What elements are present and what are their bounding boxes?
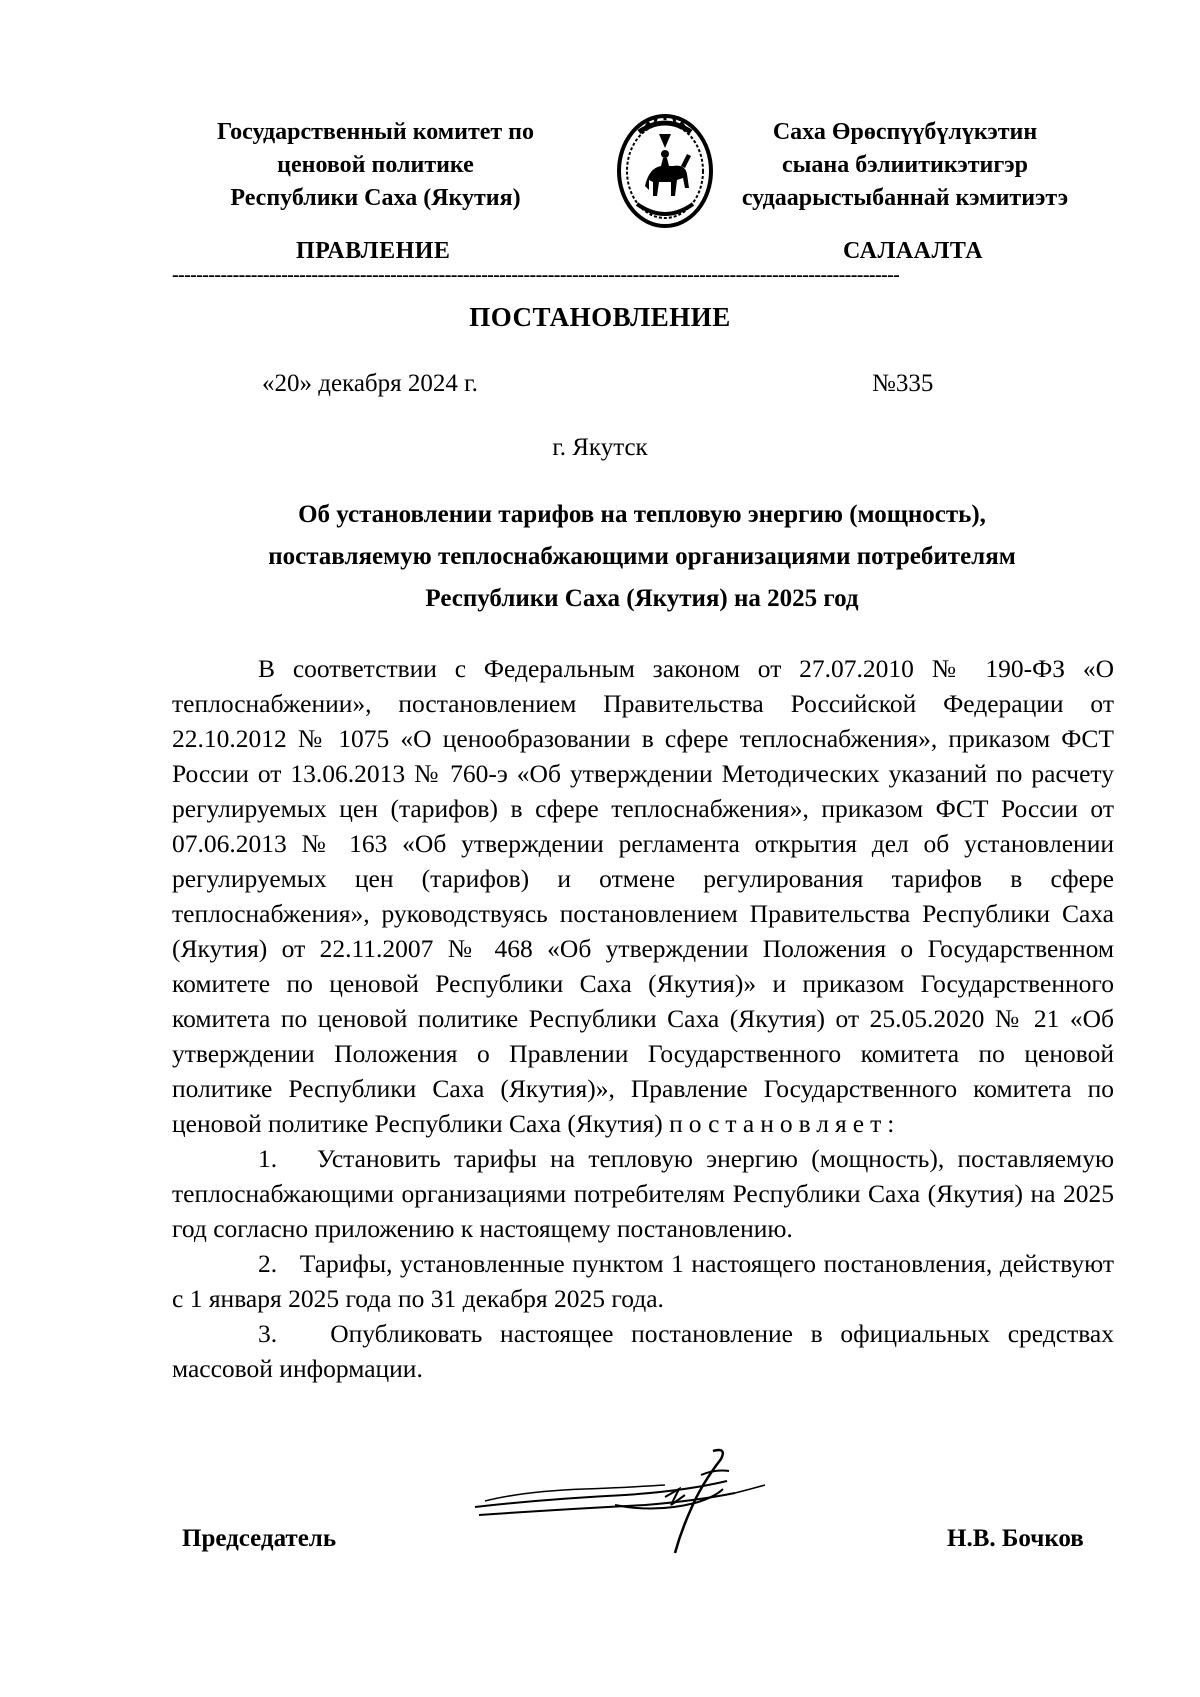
title-line: Об установлении тарифов на тепловую энергию (мощность), — [298, 501, 986, 528]
header-left-line: Государственный комитет по — [216, 119, 535, 145]
header-right-line: сыана бэлиитикэтигэр — [781, 152, 1028, 178]
header-right-org — [710, 116, 1100, 215]
title-line: поставляемую теплоснабжающими организациями потребителям — [268, 543, 1016, 570]
document-title — [172, 494, 1112, 620]
handwritten-signature — [465, 1445, 785, 1565]
document-body — [172, 651, 1114, 1386]
header-right-line: судаарыстыбаннай кэмитиэтэ — [741, 185, 1069, 211]
dashed-separator: ------------------------------------------------------------------------------------------------------------------------ — [172, 268, 900, 282]
document-city: г. Якутск — [552, 434, 648, 461]
resolution-item-3: 3. Опубликовать настоящее постановление в официальных средствах массовой информации. — [172, 1319, 1114, 1383]
header-left-line: ценовой политике — [277, 152, 474, 178]
header-right-line: Саха Өрөспүүбүлүкэтин — [772, 119, 1038, 145]
signatory-name: Н.В. Бочков — [947, 1525, 1084, 1552]
header-left-line: Республики Саха (Якутия) — [230, 185, 521, 211]
preamble-text: В соответствии с Федеральным законом от 27.07.2010 № 190-ФЗ «О теплоснабжении», постановлением Правительства Российской Федерации от 22.10.2012 № 1075 «О ценообразовании в сфере теплоснабжения», приказом ФСТ России от 13.06.2013 № 760-э «Об утверждении Методических указаний по расчету регулируемых цен (тарифов) в сфере теплоснабжения», приказом ФСТ России от 07.06.2013 № 163 «Об утверждении регламента открытия дел об установлении регулируемых цен (тарифов) и отмене регулирования тарифов в сфере теплоснабжения», руководствуясь постановлением Правительства Республики Саха (Якутия) от 22.11.2007 № 468 «Об утверждении Положения о Государственном комитете по ценовой Республики Саха (Якутия)» и приказом Государственного комитета по ценовой политике Республики Саха (Якутия) от 25.05.2020 № 21 «Об утверждении Положения о Правлении Государственного комитета по ценовой политике Республики Саха (Якутия)», Правление Государственного комитета по ценовой политике Республики Саха (Якутия) — [172, 654, 1114, 1138]
preamble-paragraph — [172, 651, 1114, 1141]
resolution-item-1: 1. Установить тарифы на тепловую энергию (мощность), поставляемую теплоснабжающими организациями потребителям Республики Саха (Якутия) на 2025 год согласно приложению к настоящему постановлению. — [172, 1144, 1114, 1243]
resolves-word: постановляет: — [669, 1109, 901, 1138]
document-date: «20» декабря 2024 г. — [262, 370, 478, 397]
title-line: Республики Саха (Якутия) на 2025 год — [425, 585, 859, 612]
header-left-org — [178, 116, 573, 215]
resolution-item-2: 2. Тарифы, установленные пунктом 1 настоящего постановления, действуют с 1 января 2025 года по 31 декабря 2025 года. — [172, 1249, 1114, 1313]
sakha-coat-of-arms-icon — [615, 108, 715, 234]
signatory-position: Председатель — [182, 1525, 337, 1552]
board-label-ru: ПРАВЛЕНИЕ — [296, 238, 451, 264]
board-label-sakha: САЛААЛТА — [843, 238, 984, 264]
document-type: ПОСТАНОВЛЕНИЕ — [469, 302, 731, 332]
document-number: №335 — [872, 370, 934, 397]
